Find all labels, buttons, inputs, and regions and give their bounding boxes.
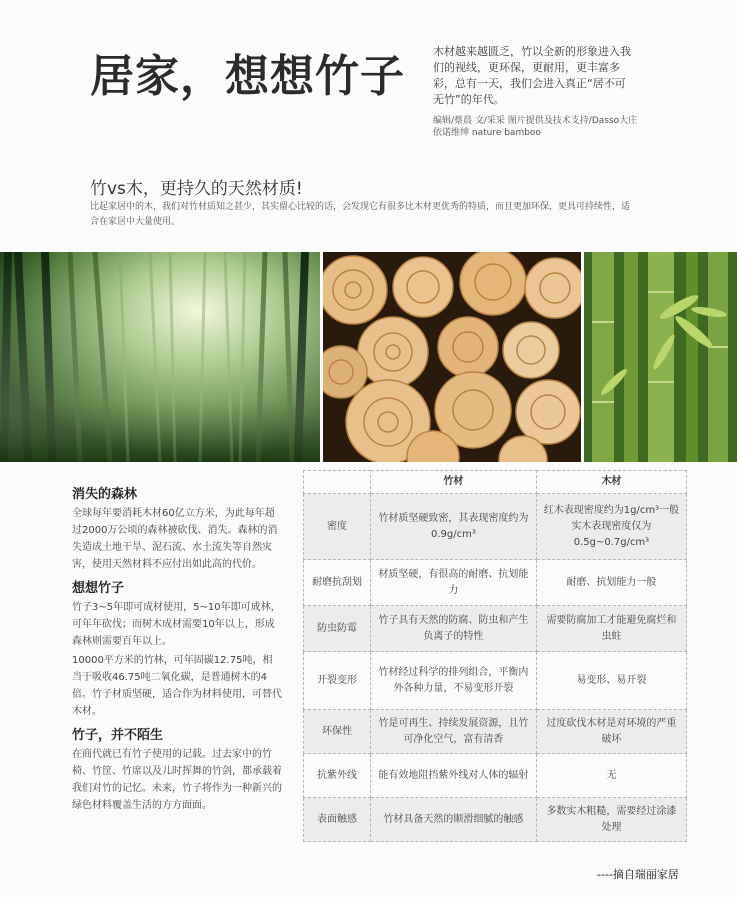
- paragraph-forest: 全球每年要消耗木材60亿立方米，为此每年超过2000万公顷的森林被砍伐、消失。森林的消失造成土地干旱、泥石流、水土流失等自然灾害，使用天然材料不应付出如此高的代价。: [72, 508, 278, 570]
- row-attribute: 抗紫外线: [304, 754, 371, 798]
- heading-familiar-bamboo: 竹子，并不陌生: [72, 728, 164, 743]
- intro-text: 木材越来越匮乏，竹以全新的形象进入我们的视线，更环保，更耐用，更丰富多彩，总有一天，我们会进入真正“居不可无竹”的年代。: [433, 45, 631, 106]
- header-blank: [304, 471, 371, 494]
- comparison-table: [303, 470, 687, 842]
- table-row: [304, 494, 687, 560]
- paragraph-carbon: 10000平方米的竹林，可年固碳12.75吨，相当于吸收46.75吨二氧化碳，是普通树木的4倍。竹子材质坚硬，适合作为材料使用，可替代木材。: [72, 655, 282, 717]
- row-attribute: 开裂变形: [304, 652, 371, 710]
- bamboo-cell: 材质坚硬，有很高的耐磨、抗划能力: [370, 560, 536, 606]
- paragraph-growth: 竹子3~5年即可成材使用，5~10年即可成林，可年年砍伐；而树木成材需要10年以上，形成森林则需要百年以上。: [72, 602, 281, 647]
- bamboo-forest-photo: [0, 252, 320, 462]
- wood-cell: 需要防腐加工才能避免腐烂和虫蛀: [536, 606, 686, 652]
- timber-logs-photo: [323, 252, 581, 462]
- row-attribute: 耐磨抗刮划: [304, 560, 371, 606]
- page-title: 居家，想想竹子: [90, 51, 405, 102]
- left-text-column: [72, 483, 282, 814]
- header-wood: 木材: [536, 471, 686, 494]
- table-row: [304, 710, 687, 754]
- bamboo-cell: 能有效地阻挡紫外线对人体的辐射: [370, 754, 536, 798]
- section-description: 比起家居中的木，我们对竹材质知之甚少，其实留心比较的话，会发现它有很多比木材更优秀的特质，而且更加环保，更具可持续性，适合在家居中大量使用。: [90, 202, 631, 227]
- table-row: [304, 754, 687, 798]
- bamboo-cell: 竹材质坚硬致密，其表现密度约为0.9g/cm³: [370, 494, 536, 560]
- source-footnote: ----摘自瑞丽家居: [597, 868, 679, 881]
- wood-cell: 无: [536, 754, 686, 798]
- heading-vanishing-forest: 消失的森林: [72, 487, 138, 502]
- table-row: [304, 560, 687, 606]
- bamboo-cell: 竹材经过科学的排列组合，平衡内外各种力量，不易变形开裂: [370, 652, 536, 710]
- wood-cell: 多数实木粗糙，需要经过涂漆处理: [536, 798, 686, 842]
- heading-think-bamboo: 想想竹子: [72, 581, 125, 596]
- bamboo-cell: 竹是可再生、持续发展资源，且竹可净化空气，富有清香: [370, 710, 536, 754]
- row-attribute: 环保性: [304, 710, 371, 754]
- wood-cell: 过度砍伐木材是对环境的严重破坏: [536, 710, 686, 754]
- row-attribute: 防虫防霉: [304, 606, 371, 652]
- wood-cell: 红木表现密度约为1g/cm³一般实木表现密度仅为0.5g~0.7g/cm³: [536, 494, 686, 560]
- credit-line: 编辑/蔡晨 文/采采 图片提供及技术支持/Dasso大庄 依诺维绅 nature bamboo: [433, 116, 638, 138]
- header-bamboo: 竹材: [370, 471, 536, 494]
- table-header-row: [304, 471, 687, 494]
- bamboo-cell: 竹子具有天然的防腐、防虫和产生负离子的特性: [370, 606, 536, 652]
- paragraph-history: 在商代就已有竹子使用的记载。过去家中的竹椅、竹筐、竹席以及儿时挥舞的竹剑，都承载着我们对竹的记忆。未来，竹子将作为一种新兴的绿色材料覆盖生活的方方面面。: [72, 749, 282, 811]
- row-attribute: 表面触感: [304, 798, 371, 842]
- wood-cell: 易变形、易开裂: [536, 652, 686, 710]
- row-attribute: 密度: [304, 494, 371, 560]
- table-row: [304, 652, 687, 710]
- table-row: [304, 606, 687, 652]
- wood-cell: 耐磨、抗划能力一般: [536, 560, 686, 606]
- table-row: [304, 798, 687, 842]
- bamboo-stalk-photo: [584, 252, 737, 462]
- section-title: 竹vs木，更持久的天然材质!: [90, 179, 303, 199]
- bamboo-cell: 竹材具备天然的顺滑细腻的触感: [370, 798, 536, 842]
